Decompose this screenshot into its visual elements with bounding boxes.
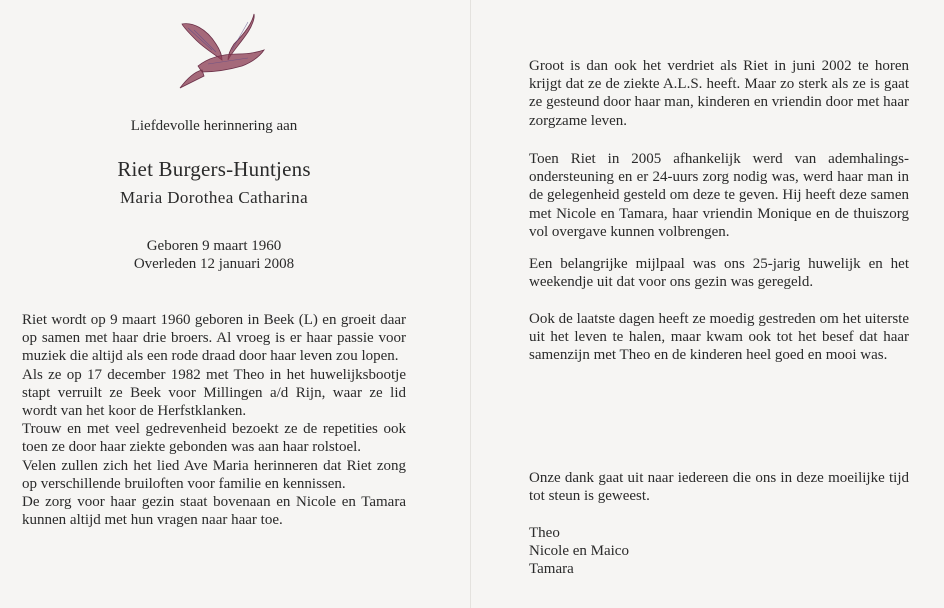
deceased-name: Riet Burgers-Huntjens [117,157,311,181]
intro-line: Liefdevolle herinnering aan [130,118,298,134]
left-paragraph-5: De zorg voor haar gezin staat bovenaan en Nicole en Tamara kunnen altijd met hun vragen naar haar toe. [22,494,406,529]
dove-illustration [168,10,272,94]
deceased-full-name: Maria Dorothea Catharina [119,188,309,207]
right-paragraph-1: Groot is dan ook het verdriet als Riet in juni 2002 te horen krijgt dat ze de ziekte A.L.S. heeft. Maar zo sterk als ze is gaat ze gesteund door haar man, kinderen en vriendin door met haar zorgzame leven. [529,58,909,129]
left-paragraph-4: Velen zullen zich het lied Ave Maria herinneren dat Riet zong op verschillende bruiloften voor familie en kennissen. [22,457,406,492]
signature-tamara: Tamara [529,561,574,578]
left-paragraph-3: Trouw en met veel gedrevenheid bezoekt ze de repetities ook toen ze door haar ziekte gebonden was aan haar rolstoel. [22,421,406,456]
signatures [529,524,629,579]
life-dates [0,237,428,273]
birth-date: Geboren 9 maart 1960 [146,238,282,254]
left-paragraph-2: Als ze op 17 december 1982 met Theo in het huwelijksbootje stapt verruilt ze Beek voor Millingen a/d Rijn, waar ze lid wordt van het koor de Herfstklanken. [22,366,406,420]
biography-left [22,311,406,529]
signature-nicole-maico: Nicole en Maico [529,543,629,560]
right-paragraph-2: Toen Riet in 2005 afhankelijk werd van ademhalings-ondersteuning en er 24-uurs zorg nodig was, werd haar man in de gelegenheid gesteld om deze te geven. Hij heeft deze samen met Nicole en Tamara, haar vriendin Monique en de thuiszorg vol overgave kunnen volbrengen. [529,151,909,240]
death-date: Overleden 12 januari 2008 [133,256,295,272]
right-paragraph-4: Ook de laatste dagen heeft ze moedig gestreden om het uiterste uit het leven te halen, maar kwam ook tot het besef dat haar samenzijn met Theo en de kinderen heel goed en mooi was. [529,311,909,364]
thank-you-note: Onze dank gaat uit naar iedereen die ons in deze moeilijke tijd tot steun is geweest. [529,470,909,505]
right-paragraph-3: Een belangrijke mijlpaal was ons 25-jarig huwelijk en het weekendje uit dat voor ons gezin was geregeld. [529,256,909,291]
left-paragraph-1: Riet wordt op 9 maart 1960 geboren in Beek (L) en groeit daar op samen met haar drie broers. Al vroeg is er haar passie voor muziek die altijd als een rode draad door haar leven zou lopen. [22,312,406,365]
signature-theo: Theo [529,525,560,541]
